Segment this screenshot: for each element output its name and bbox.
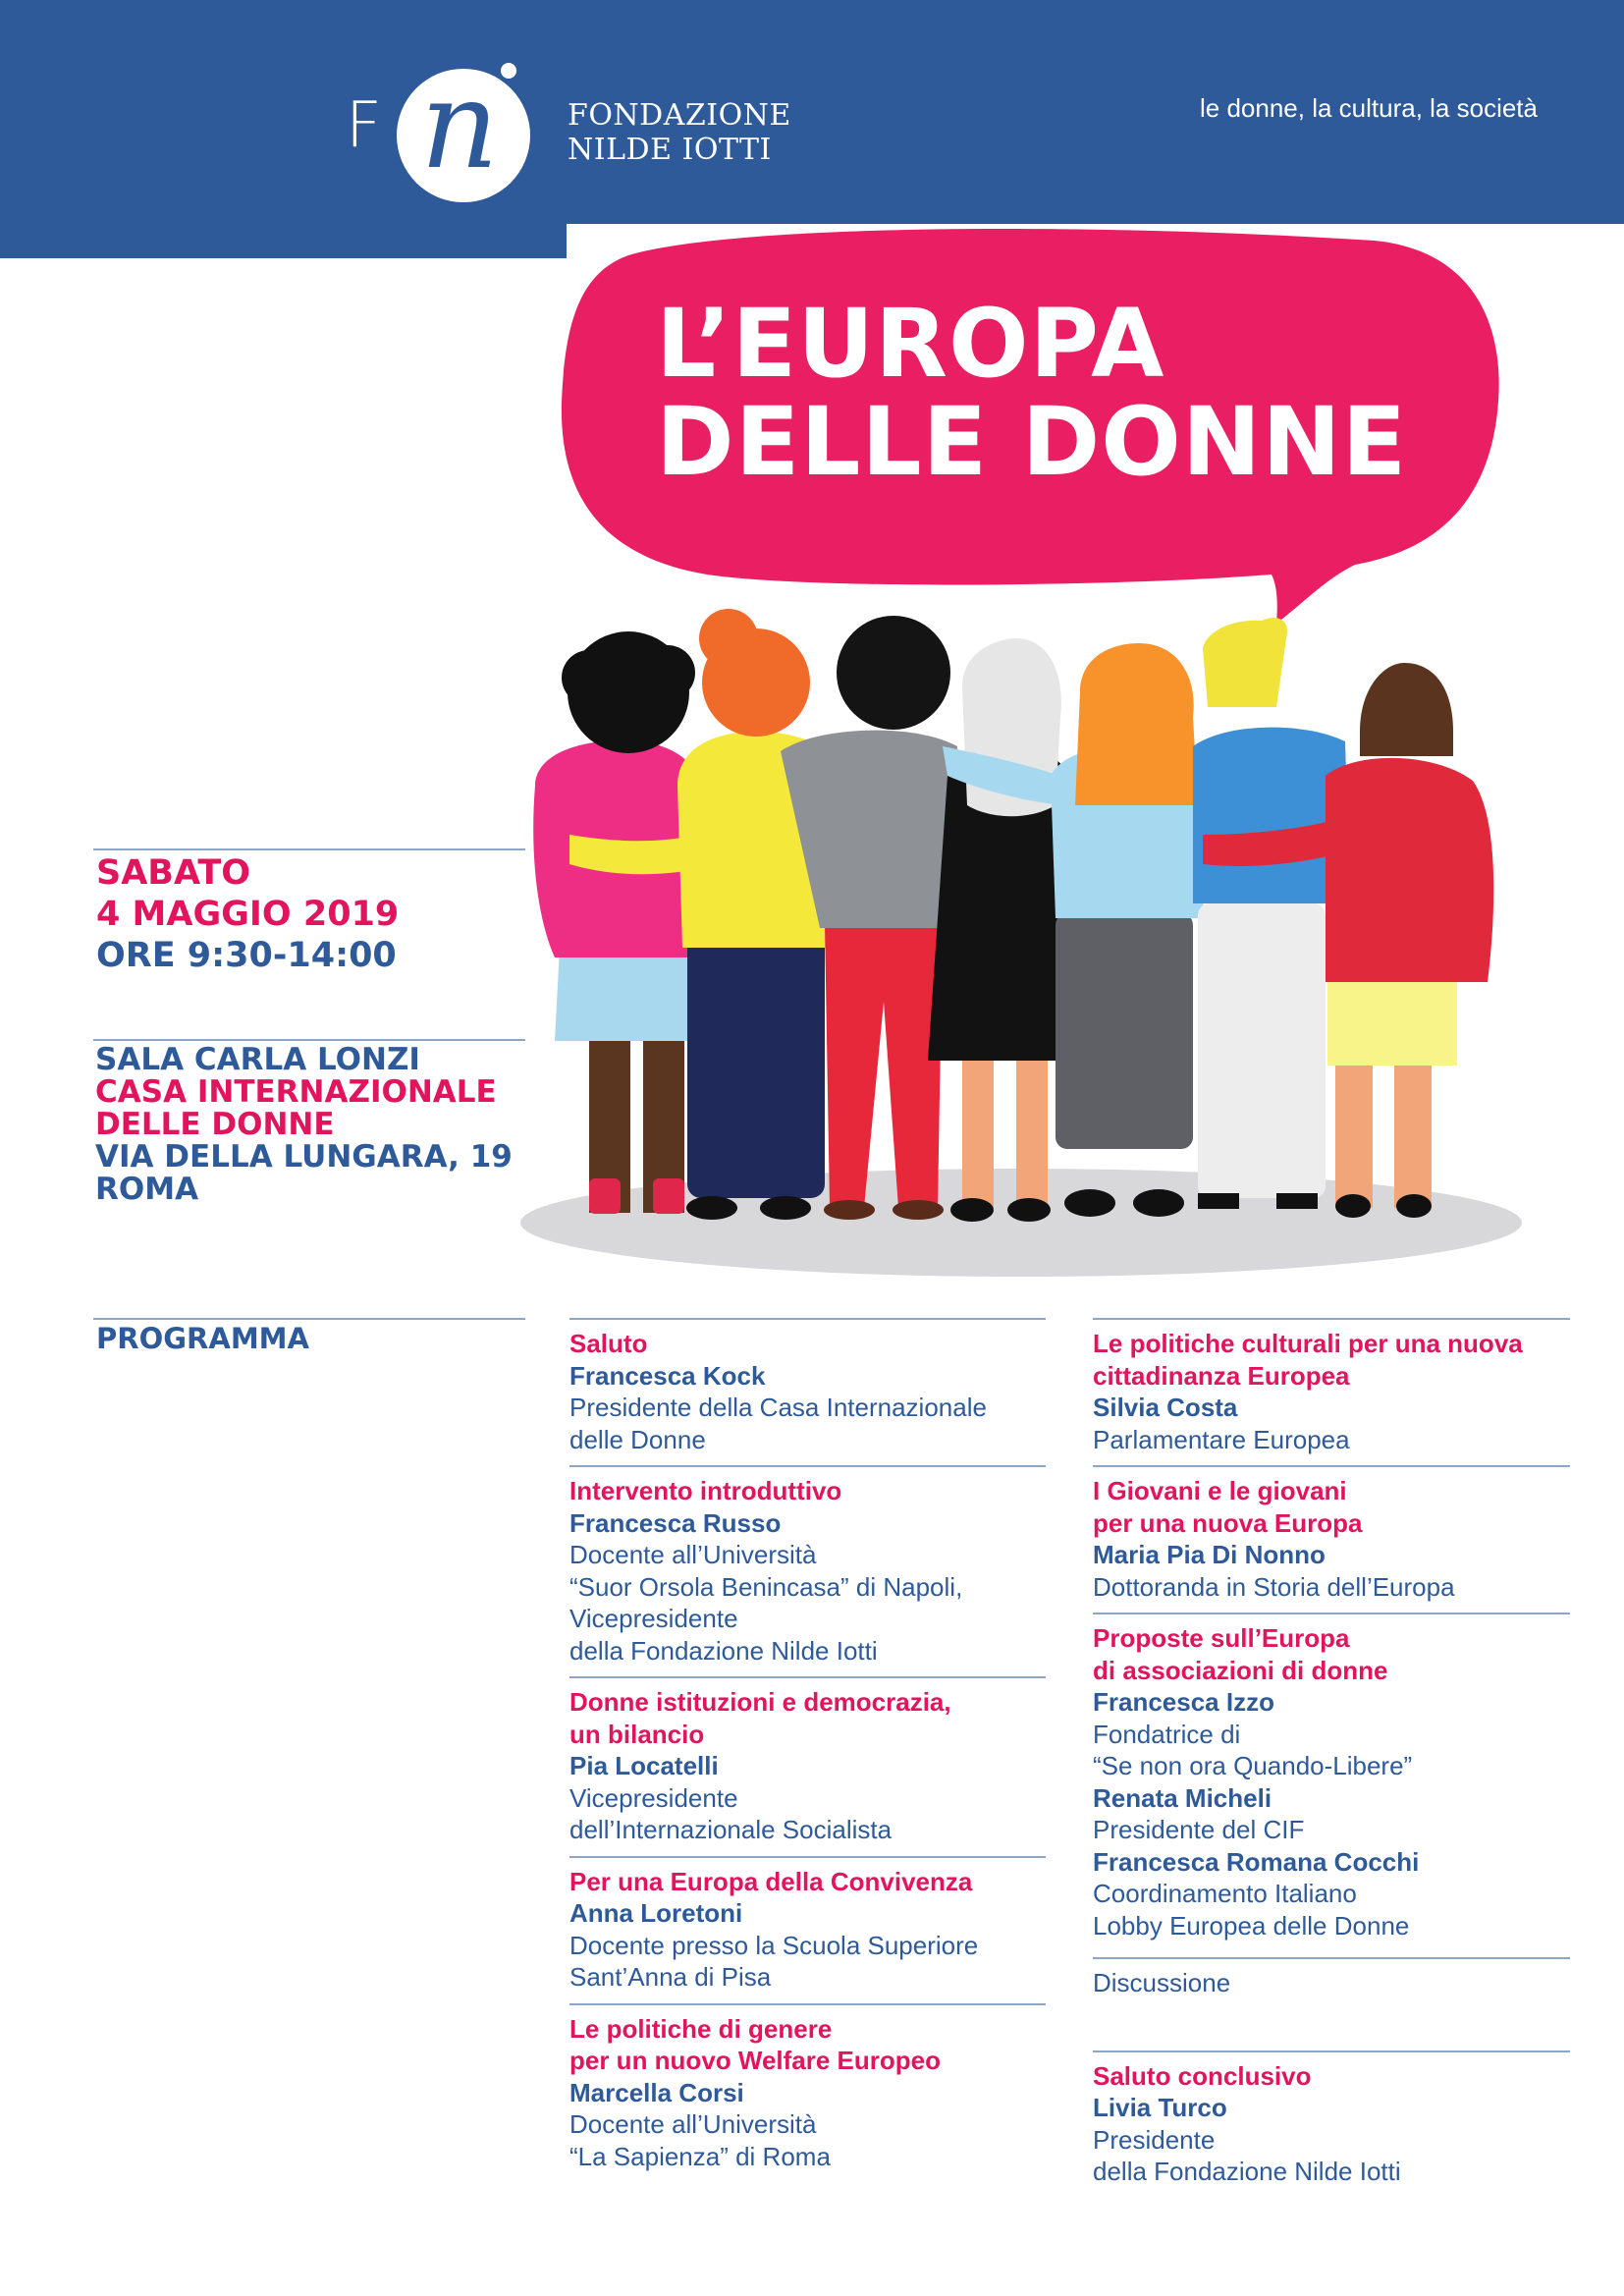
speaker-role: Parlamentare Europea bbox=[1093, 1424, 1350, 1454]
speaker-role: dell’Internazionale Socialista bbox=[569, 1815, 893, 1844]
speaker-role: Presidente del CIF bbox=[1093, 1815, 1305, 1844]
speaker-name: Francesca Izzo bbox=[1093, 1687, 1274, 1717]
session-title: per un nuovo Welfare Europeo bbox=[569, 2046, 942, 2075]
speaker-name: Pia Locatelli bbox=[569, 1751, 719, 1780]
programme-item bbox=[569, 2003, 1046, 2183]
speaker-role: Vicepresidente bbox=[569, 1604, 738, 1633]
speaker-role: Coordinamento Italiano bbox=[1093, 1879, 1357, 1908]
session-title: Intervento introduttivo bbox=[569, 1476, 842, 1505]
session-label: Discussione bbox=[1093, 1968, 1231, 1997]
speaker-role: della Fondazione Nilde Iotti bbox=[1093, 2157, 1401, 2186]
speaker-role: Sant’Anna di Pisa bbox=[569, 1962, 772, 1992]
tagline: le donne, la cultura, la società bbox=[1200, 93, 1538, 123]
programme-item bbox=[1093, 2050, 1570, 2198]
event-date: 4 MAGGIO 2019 bbox=[96, 895, 400, 934]
programme-item bbox=[1093, 1465, 1570, 1613]
session-title: Donne istituzioni e democrazia, bbox=[569, 1687, 951, 1717]
title-line2: DELLE DONNE bbox=[656, 387, 1408, 497]
venue-name-line2: DELLE DONNE bbox=[95, 1107, 335, 1142]
event-day: SABATO bbox=[96, 853, 250, 893]
programme-item bbox=[1093, 1613, 1570, 1957]
logo-letter-f: F bbox=[346, 89, 382, 162]
programme-right-column bbox=[1093, 1318, 1570, 2198]
session-title: cittadinanza Europea bbox=[1093, 1360, 1350, 1391]
speaker-role: Presidente bbox=[1093, 2124, 1216, 2155]
speaker-role: Docente all’Università bbox=[569, 1540, 817, 1569]
speaker-role: Docente presso la Scuola Superiore bbox=[569, 1930, 979, 1960]
event-datetime bbox=[96, 852, 399, 976]
programme-heading: PROGRAMMA bbox=[96, 1322, 309, 1355]
figure-4 bbox=[928, 638, 1075, 1222]
session-title: di associazioni di donne bbox=[1093, 1655, 1388, 1685]
divider-programme bbox=[93, 1318, 525, 1320]
session-title: Per una Europa della Convivenza bbox=[569, 1866, 973, 1896]
session-title: Saluto conclusivo bbox=[1093, 2060, 1312, 2091]
logo-letter-n: n bbox=[420, 55, 499, 196]
session-title: Le politiche di genere bbox=[569, 2013, 833, 2044]
title-line1: L’EUROPA bbox=[656, 289, 1165, 399]
speaker-name: Francesca Romana Cocchi bbox=[1093, 1846, 1420, 1877]
event-time: ORE 9:30-14:00 bbox=[96, 936, 397, 975]
speaker-role: “Suor Orsola Benincasa” di Napoli, bbox=[569, 1571, 963, 1602]
speaker-name: Livia Turco bbox=[1093, 2093, 1227, 2122]
speaker-name: Silvia Costa bbox=[1093, 1393, 1238, 1422]
session-title: Le politiche culturali per una nuova bbox=[1093, 1329, 1523, 1358]
speaker-role: Vicepresidente bbox=[569, 1782, 738, 1813]
speaker-role: “Se non ora Quando-Libere” bbox=[1093, 1751, 1413, 1780]
speaker-role: della Fondazione Nilde Iotti bbox=[569, 1635, 878, 1666]
speaker-role: Dottoranda in Storia dell’Europa bbox=[1093, 1571, 1455, 1602]
speaker-name: Marcella Corsi bbox=[569, 2077, 744, 2107]
speaker-role: Presidente della Casa Internazionale bbox=[569, 1393, 987, 1422]
programme-item bbox=[569, 1676, 1046, 1856]
speaker-name: Francesca Kock bbox=[569, 1360, 766, 1391]
speaker-role: “La Sapienza” di Roma bbox=[569, 2141, 831, 2171]
venue-name-line1: CASA INTERNAZIONALE bbox=[95, 1074, 497, 1110]
programme-left-column bbox=[569, 1318, 1046, 2182]
divider-venue bbox=[93, 1039, 525, 1041]
venue-city: ROMA bbox=[95, 1172, 199, 1207]
programme-item bbox=[569, 1856, 1046, 2003]
speaker-role: Docente all’Università bbox=[569, 2109, 817, 2139]
session-title: Proposte sull’Europa bbox=[1093, 1623, 1350, 1653]
org-name-line1: FONDAZIONE bbox=[568, 98, 791, 133]
programme-item bbox=[1093, 1318, 1570, 1465]
programme-item bbox=[1093, 1957, 1570, 2050]
divider-date bbox=[93, 848, 525, 850]
session-title: un bilancio bbox=[569, 1719, 705, 1749]
speaker-name: Renata Micheli bbox=[1093, 1782, 1272, 1813]
session-title: Saluto bbox=[569, 1329, 648, 1358]
org-name-line2: NILDE IOTTI bbox=[568, 133, 772, 167]
speaker-role: Fondatrice di bbox=[1093, 1719, 1241, 1749]
speaker-role: delle Donne bbox=[569, 1424, 706, 1454]
speaker-name: Francesca Russo bbox=[569, 1507, 782, 1538]
venue-room: SALA CARLA LONZI bbox=[95, 1042, 420, 1077]
session-title: I Giovani e le giovani bbox=[1093, 1476, 1347, 1505]
speaker-role: Lobby Europea delle Donne bbox=[1093, 1910, 1410, 1941]
speaker-name: Maria Pia Di Nonno bbox=[1093, 1540, 1326, 1569]
session-title: per una nuova Europa bbox=[1093, 1507, 1363, 1538]
event-venue bbox=[95, 1044, 513, 1206]
venue-address: VIA DELLA LUNGARA, 19 bbox=[95, 1139, 513, 1175]
programme-item bbox=[569, 1465, 1046, 1676]
programme-item bbox=[569, 1318, 1046, 1465]
speaker-name: Anna Loretoni bbox=[569, 1898, 743, 1928]
